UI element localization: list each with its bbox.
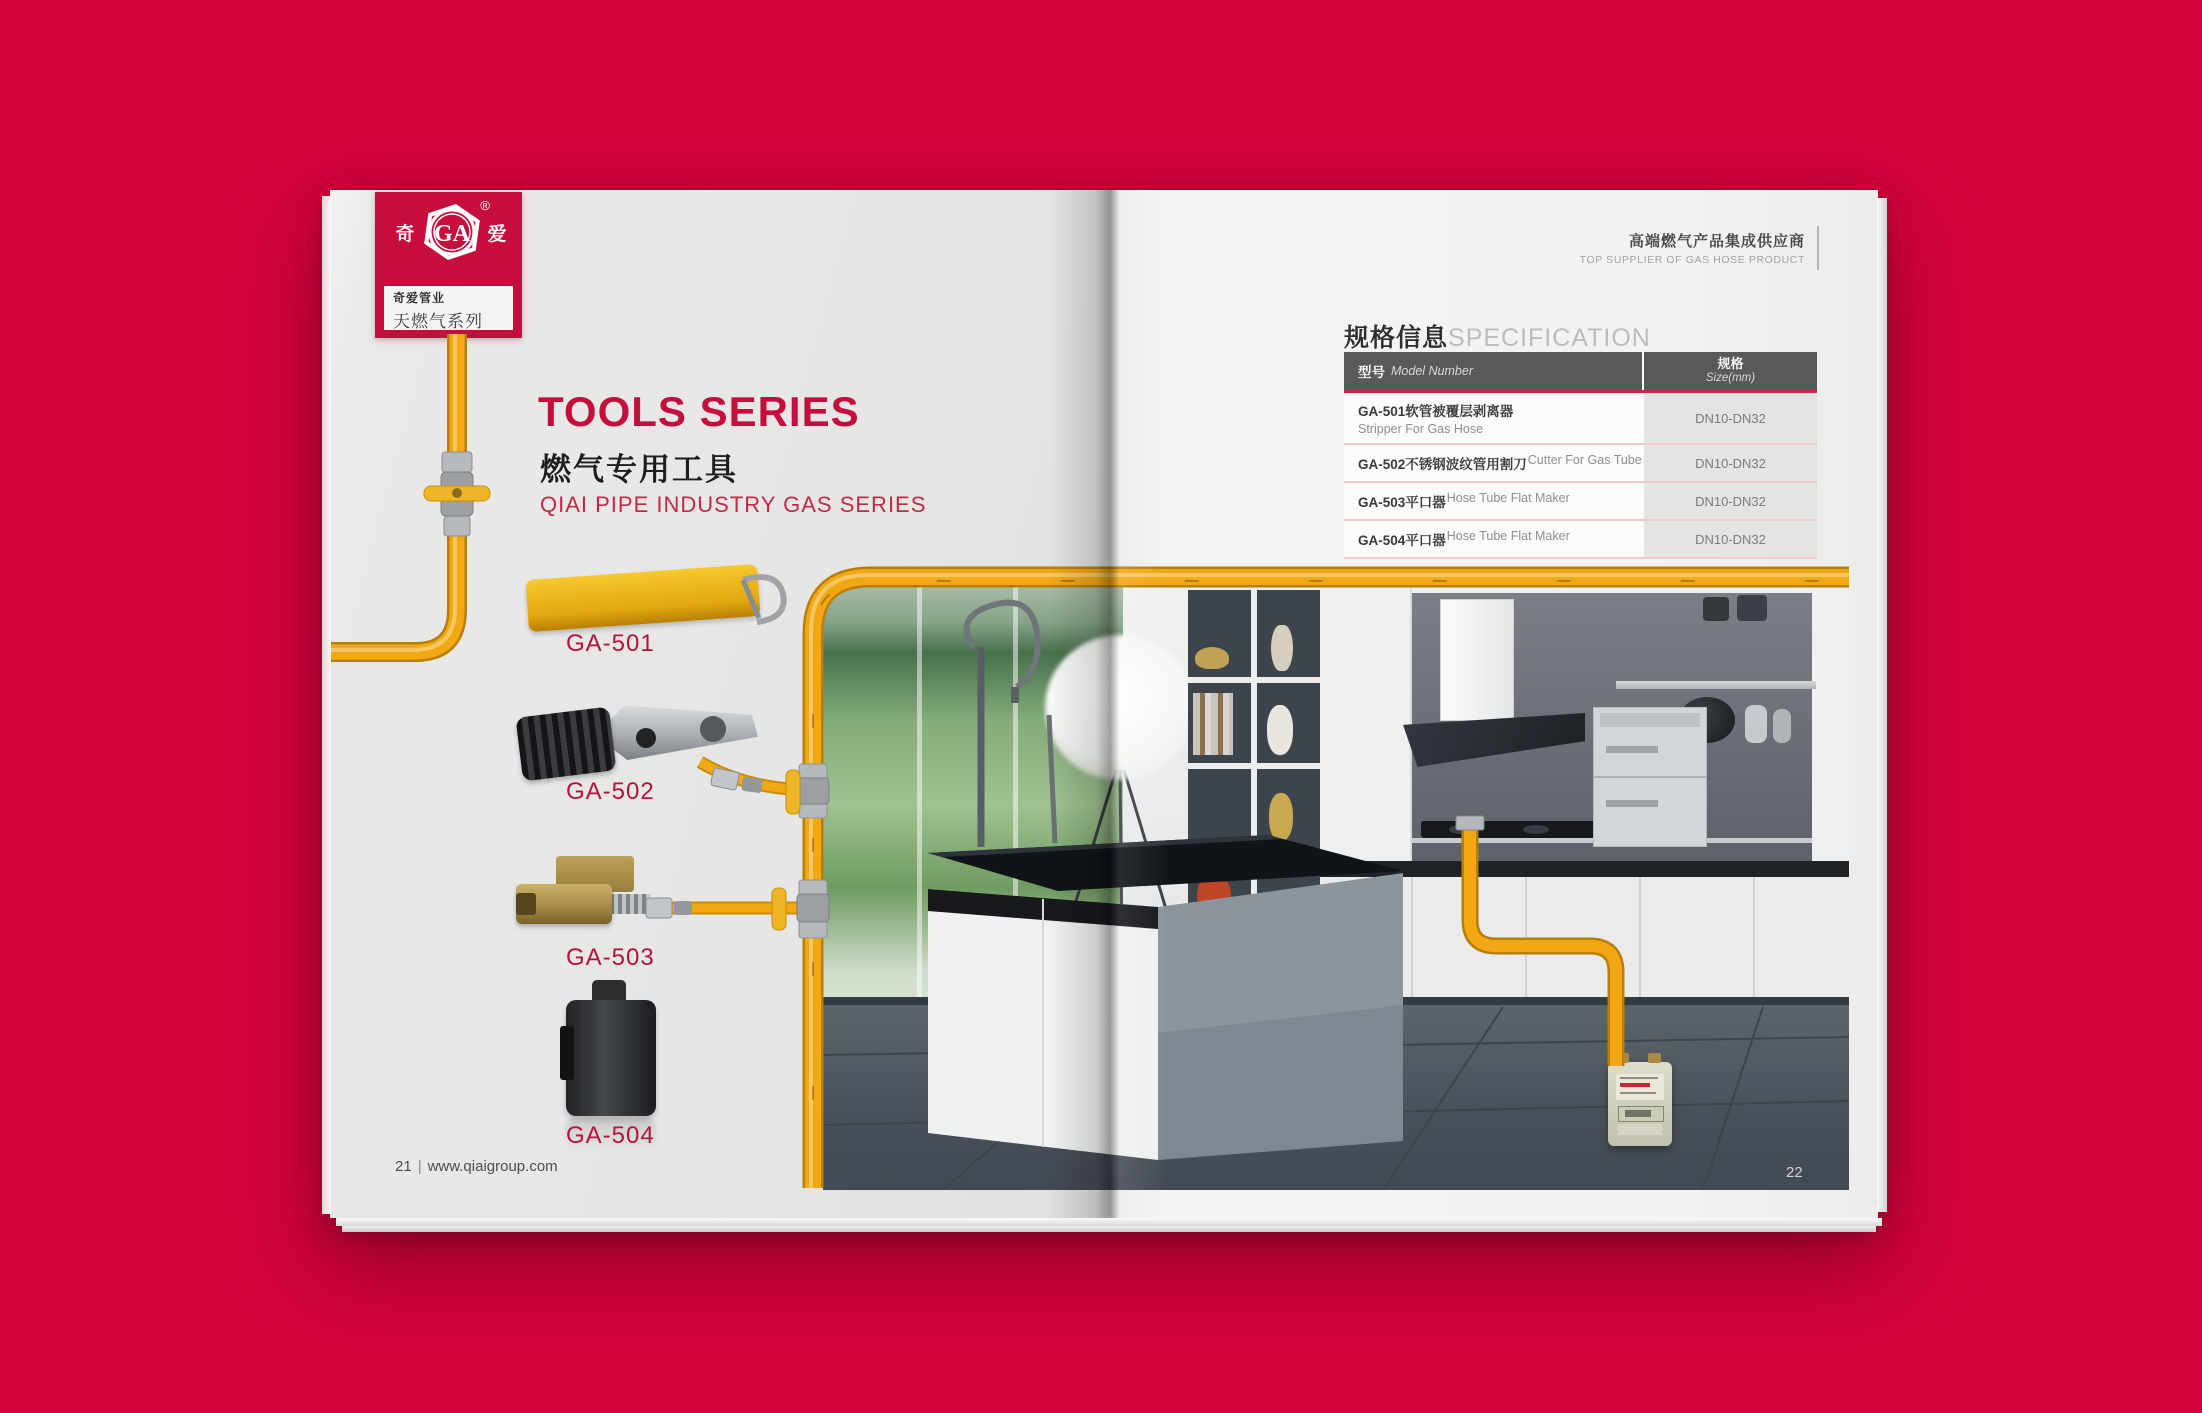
footer-url: www.qiaigroup.com: [427, 1158, 558, 1175]
col1-cn: 型号: [1358, 365, 1385, 380]
pipe-stove-to-meter: [1456, 816, 1616, 1066]
model-desc: Cutter For Gas Tube: [1527, 453, 1642, 467]
model-name: GA-504平口器: [1358, 533, 1446, 548]
valve-kitchen-tee-upper: [786, 764, 829, 818]
valve-logo-pipe: [424, 452, 490, 536]
product-label-ga504: GA-504: [566, 1122, 655, 1149]
col2-cn: 规格: [1717, 355, 1744, 371]
svg-text:奇: 奇: [395, 224, 415, 245]
header-en: TOP SUPPLIER OF GAS HOSE PRODUCT: [1579, 254, 1805, 266]
cell-size: DN10-DN32: [1644, 521, 1817, 557]
product-label-ga503: GA-503: [566, 944, 655, 971]
right-page-number: 22: [1786, 1164, 1803, 1181]
model-name: GA-503平口器: [1358, 495, 1446, 510]
col1-en: Model Number: [1391, 364, 1473, 378]
product-label-ga502: GA-502: [566, 778, 655, 805]
product-label-ga501: GA-501: [566, 630, 655, 657]
page-title: TOOLS SERIES: [538, 388, 860, 435]
brand-company-name: 奇爱管业: [393, 291, 446, 305]
spec-heading-cn: 规格信息: [1344, 324, 1449, 352]
svg-text:®: ®: [480, 198, 490, 213]
model-name: GA-501软管被覆层剥离器: [1358, 404, 1514, 419]
spec-heading-en: SPECIFICATION: [1448, 324, 1651, 352]
left-page-number: 21: [395, 1158, 412, 1175]
svg-text:GA: GA: [434, 221, 470, 247]
model-desc: Hose Tube Flat Maker: [1446, 529, 1570, 543]
valve-kitchen-tee-lower: [772, 880, 829, 938]
brand-series-name: 天燃气系列: [393, 312, 483, 331]
model-name: GA-502不锈钢波纹管用割刀: [1358, 457, 1527, 472]
svg-text:爱: 爱: [487, 224, 507, 245]
pipe-kitchen-main: [811, 575, 1849, 1188]
col2-en: Size(mm): [1705, 371, 1756, 384]
page-subtitle-en: QIAI PIPE INDUSTRY GAS SERIES: [540, 492, 927, 517]
cell-size: DN10-DN32: [1644, 393, 1817, 443]
model-desc: Hose Tube Flat Maker: [1446, 491, 1570, 505]
header-cn: 高端燃气产品集成供应商: [1628, 233, 1805, 250]
cell-size: DN10-DN32: [1644, 483, 1817, 519]
cell-size: DN10-DN32: [1644, 445, 1817, 481]
footer-separator: |: [417, 1158, 422, 1175]
model-desc: Stripper For Gas Hose: [1358, 422, 1484, 436]
page-subtitle-cn: 燃气专用工具: [540, 452, 738, 487]
